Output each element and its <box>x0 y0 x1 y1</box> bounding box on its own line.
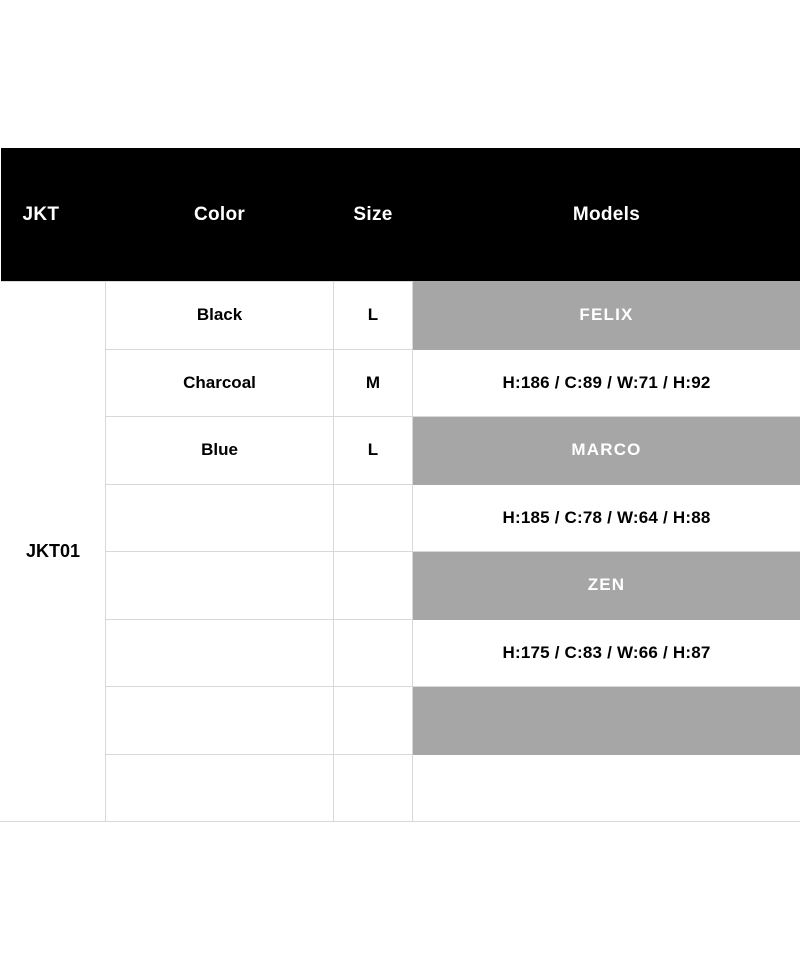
model-name-cell: ZEN <box>413 552 800 620</box>
table-body <box>1 282 800 822</box>
jacket-spec-table <box>0 148 800 822</box>
table-row <box>1 687 800 755</box>
column-header-color: Color <box>106 148 334 282</box>
size-cell <box>334 552 413 620</box>
table-row <box>1 754 800 822</box>
table-row <box>1 484 800 552</box>
model-name-cell: FELIX <box>413 282 800 350</box>
table-row <box>1 349 800 417</box>
size-cell: L <box>334 282 413 350</box>
model-name-cell: MARCO <box>413 417 800 485</box>
size-cell <box>334 754 413 822</box>
model-measurements-cell <box>413 754 800 822</box>
color-cell: Blue <box>106 417 334 485</box>
model-measurements-cell: H:175 / C:83 / W:66 / H:87 <box>413 619 800 687</box>
column-header-jkt: JKT <box>1 148 106 282</box>
size-cell <box>334 484 413 552</box>
table-row <box>1 417 800 485</box>
table-row <box>1 552 800 620</box>
column-header-models: Models <box>413 148 800 282</box>
table-row <box>1 619 800 687</box>
model-name-cell <box>413 687 800 755</box>
table-row <box>1 282 800 350</box>
column-header-size: Size <box>334 148 413 282</box>
color-cell: Black <box>106 282 334 350</box>
color-cell: Charcoal <box>106 349 334 417</box>
size-cell <box>334 687 413 755</box>
size-cell: M <box>334 349 413 417</box>
model-measurements-cell: H:185 / C:78 / W:64 / H:88 <box>413 484 800 552</box>
color-cell <box>106 754 334 822</box>
color-cell <box>106 552 334 620</box>
color-cell <box>106 619 334 687</box>
model-measurements-cell: H:186 / C:89 / W:71 / H:92 <box>413 349 800 417</box>
color-cell <box>106 687 334 755</box>
item-code-cell: JKT01 <box>1 282 106 822</box>
size-cell <box>334 619 413 687</box>
spec-table-container <box>0 148 800 822</box>
size-cell: L <box>334 417 413 485</box>
color-cell <box>106 484 334 552</box>
table-header <box>1 148 800 282</box>
table-header-row <box>1 148 800 282</box>
